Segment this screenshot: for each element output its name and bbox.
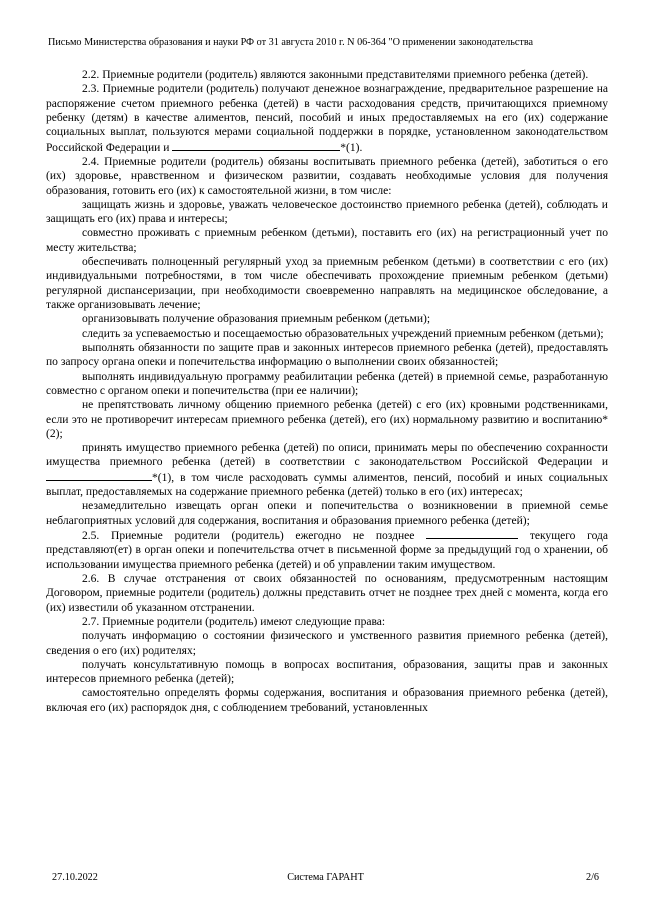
footer-date: 27.10.2022 bbox=[52, 872, 98, 883]
blank-field bbox=[426, 528, 518, 539]
list-item: выполнять индивидуальную программу реабилитации ребенка (детей) в приемной семье, разработанную совместно с органом опеки и попечительства (при ее наличии); bbox=[46, 370, 608, 397]
list-item: совместно проживать с приемным ребенком (детьми), поставить его (их) на регистрационный учет по месту жительства; bbox=[46, 227, 608, 254]
paragraph-2-2: 2.2. Приемные родители (родитель) являются законными представителями приемного ребенка (детей). bbox=[82, 69, 589, 81]
paragraph-2-7: 2.7. Приемные родители (родитель) имеют следующие права: bbox=[82, 615, 386, 628]
list-item bbox=[46, 441, 608, 499]
paragraph-2-3-text: 2.3. Приемные родители (родитель) получают денежное вознаграждение, предварительное разрешение на распоряжение счетом приемного ребенка (детей) в части расходования средств, причитающихся приемному ребенку (детям) в качестве алиментов, пенсий, пособий и иных предоставляемых на его (их) содержание социальных выплат, пользуются мерами социальной поддержки в порядке, установленном законодательством Российской Федерации и bbox=[46, 83, 608, 154]
paragraph-2-3-tail: *(1). bbox=[340, 141, 363, 154]
page-number: 2/6 bbox=[585, 872, 599, 883]
blank-field bbox=[172, 140, 340, 151]
list-item: защищать жизнь и здоровье, уважать человеческое достоинство приемного ребенка (детей), соблюдать и защищать его (их) права и интересы; bbox=[46, 198, 608, 226]
list-item: следить за успеваемостью и посещаемостью образовательных учреждений приемным ребенком (детьми); bbox=[82, 327, 604, 340]
list-item-text: принять имущество приемного ребенка (детей) по описи, принимать меры по обеспечению сохранности имущества приемного ребенка (детей) в соответствии с законодательством Российской Федерации и bbox=[46, 442, 608, 469]
list-item: получать консультативную помощь в вопросах воспитания, образования, защиты прав и законных интересов приемного ребенка (детей); bbox=[46, 658, 608, 686]
document-header: Письмо Министерства образования и науки РФ от 31 августа 2010 г. N 06-364 "О применении законодательства bbox=[48, 37, 534, 48]
paragraph-2-5-tail: текущего года представляют(ет) в орган опеки и попечительства отчет в письменной форме за предыдущий год о хранении, об использовании имущества приемного ребенка (детей) и об управлении таким имуществом. bbox=[46, 530, 609, 571]
paragraph-2-5 bbox=[46, 528, 608, 572]
list-item: не препятствовать личному общению приемного ребенка (детей) с его (их) кровными родственниками, если это не противоречит интересам приемного ребенка (детей), его (их) нормальному развитию и воспитанию*(2); bbox=[46, 399, 608, 440]
paragraph-2-4: 2.4. Приемные родители (родитель) обязаны воспитывать приемного ребенка (детей), заботиться о его (их) здоровье, нравственном и физическом развитии, создавать необходимые условия для получения образования, готовить его (их) к самостоятельной жизни, в том числе: bbox=[46, 155, 608, 197]
paragraph-2-6: 2.6. В случае отстранения от своих обязанностей по основаниям, предусмотренным настоящим Договором, приемные родители (родитель) должны представить отчет не позднее трех дней с момента, когда его (их) известили об указанном отстранении. bbox=[46, 572, 608, 614]
list-item: организовывать получение образования приемным ребенком (детьми); bbox=[82, 313, 431, 326]
document-body bbox=[46, 68, 608, 715]
footer-system: Система ГАРАНТ bbox=[287, 872, 364, 883]
blank-field bbox=[46, 470, 152, 481]
list-item-tail: *(1), в том числе расходовать суммы алиментов, пенсий, пособий и иных социальных выплат, предоставляемых на содержание приемного ребенка (детей) только в его (их) интересах; bbox=[46, 471, 608, 499]
list-item: выполнять обязанности по защите прав и законных интересов приемного ребенка (детей), предоставлять по запросу органа опеки и попечительства информацию о выполнении своих обязанностей; bbox=[46, 341, 608, 369]
list-item: получать информацию о состоянии физического и умственного развития приемного ребенка (детей), сведения о его (их) родителях; bbox=[46, 630, 608, 657]
list-item: самостоятельно определять формы содержания, воспитания и образования приемного ребенка (детей), включая его (их) распорядок дня, с соблюдением требований, установленных bbox=[46, 687, 608, 714]
list-item: обеспечивать полноценный регулярный уход за приемным ребенком (детьми) в соответствии с его (их) индивидуальными потребностями, в том числе обеспечивать прохождение приемным ребенком (детьми) регулярной диспансеризации, при необходимости своевременно направлять на медицинское обследование, а также организовывать лечение; bbox=[46, 256, 608, 311]
list-item: незамедлительно извещать орган опеки и попечительства о возникновении в приемной семье неблагоприятных условий для содержания, воспитания и образования приемного ребенка (детей); bbox=[46, 500, 608, 527]
paragraph-2-5-text: 2.5. Приемные родители (родитель) ежегодно не позднее bbox=[82, 530, 415, 542]
paragraph-2-3 bbox=[46, 82, 608, 155]
